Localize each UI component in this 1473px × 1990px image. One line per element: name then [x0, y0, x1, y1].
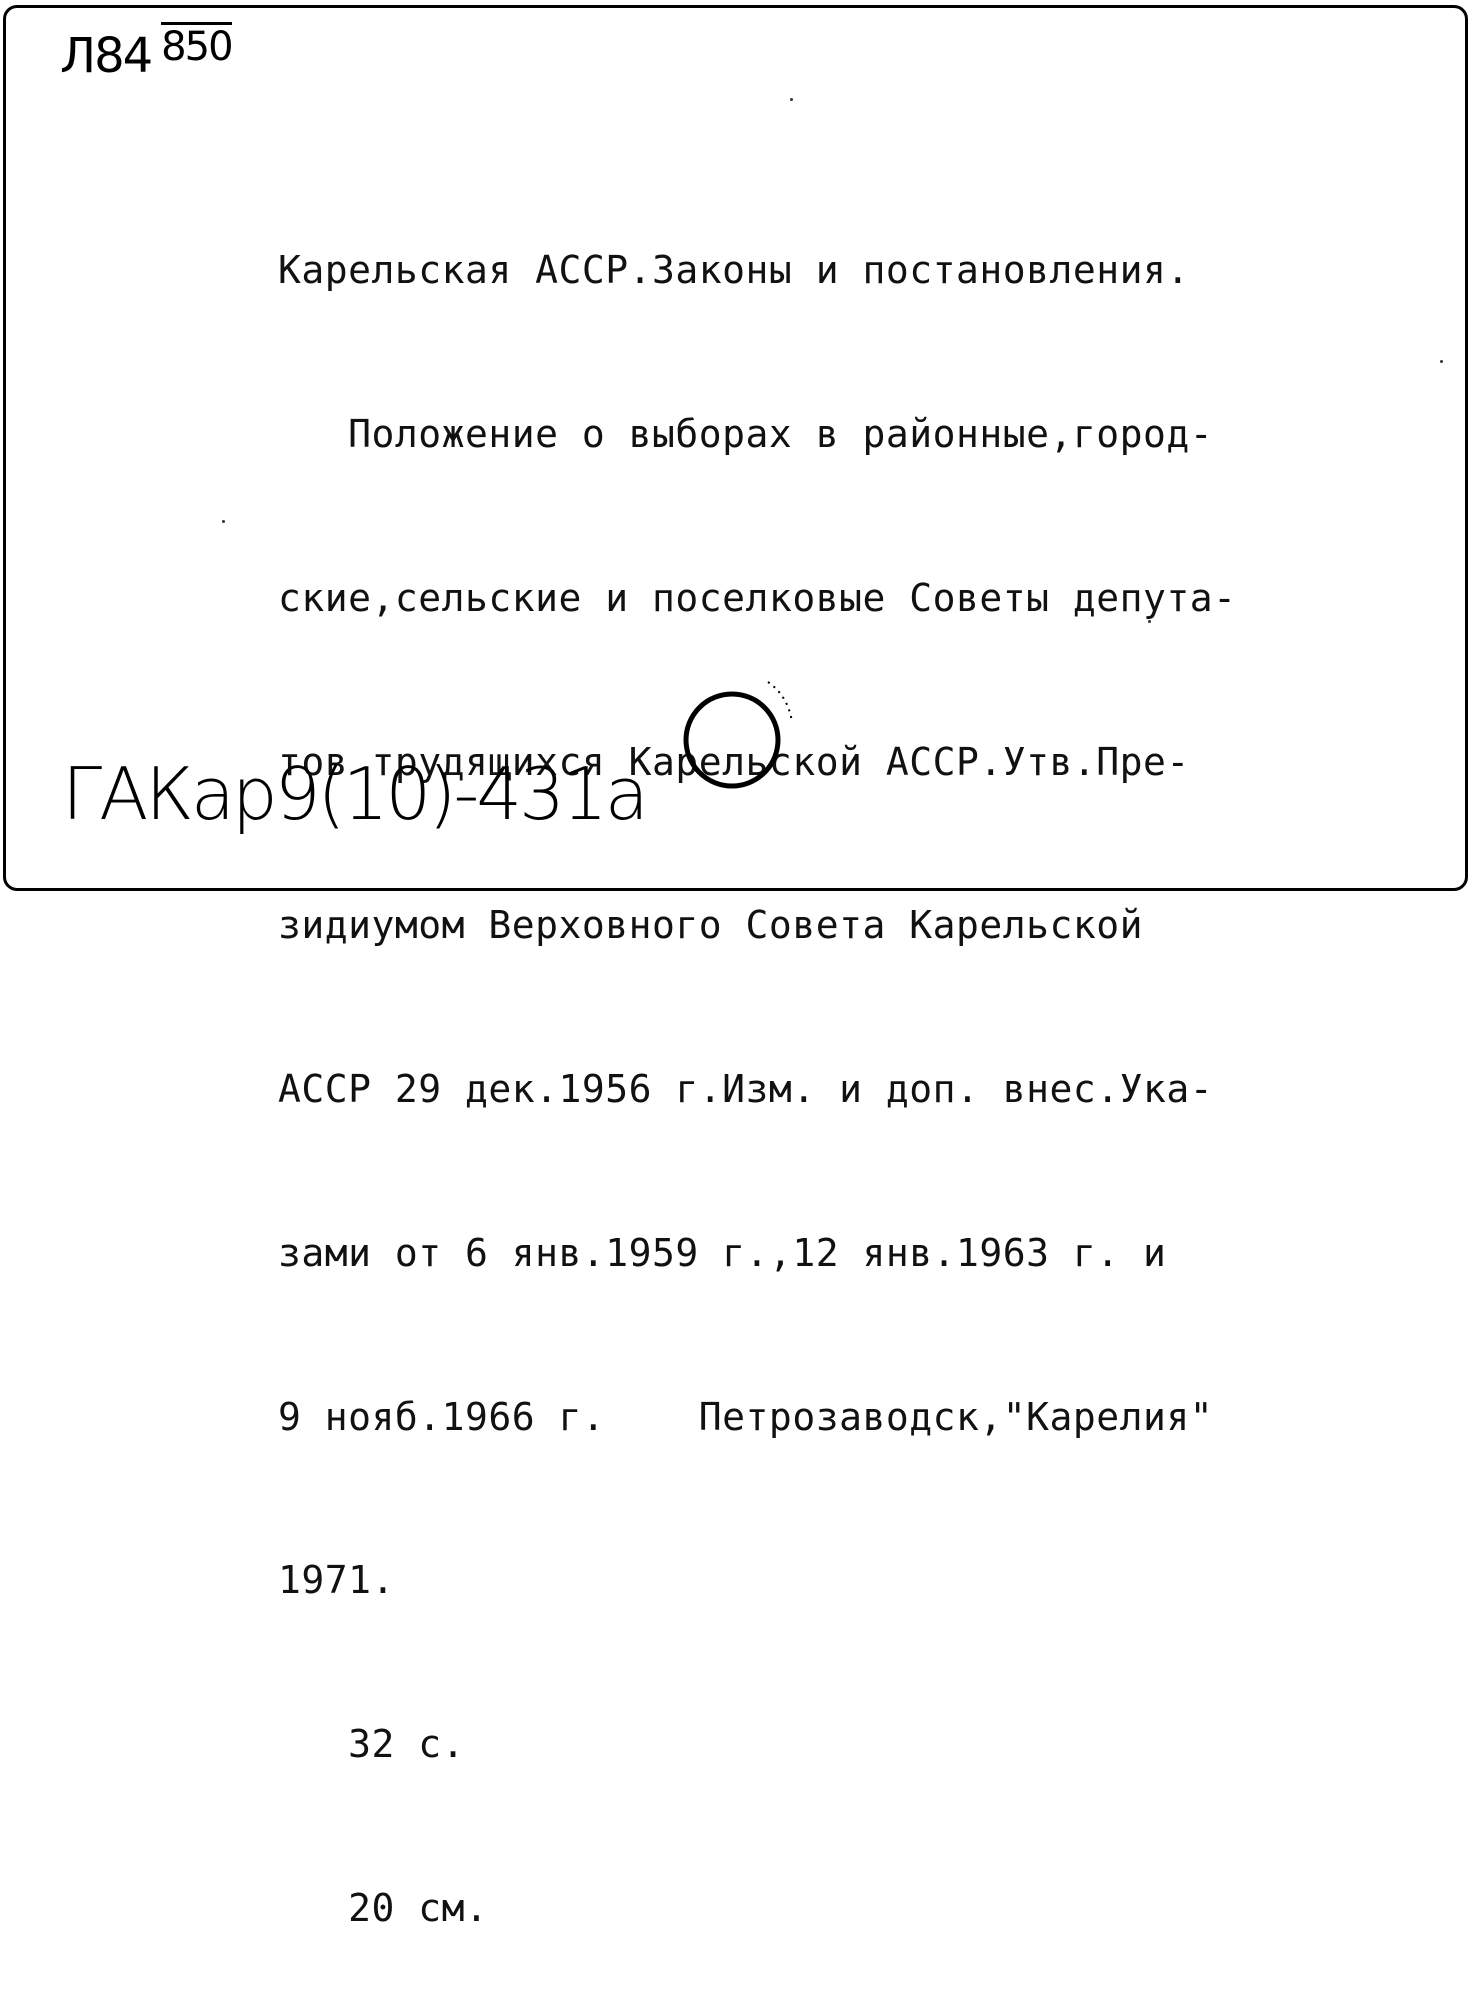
shelf-mark	[60, 24, 232, 84]
record-line: зидиумом Верховного Совета Карельской	[278, 903, 1143, 948]
record-line: Положение о выборах в районные,город-	[278, 411, 1214, 456]
shelf-mark-prefix: Л84	[60, 28, 152, 84]
speck	[790, 98, 793, 101]
bibliographic-record	[278, 134, 1237, 1990]
record-line: 20 см.	[278, 1886, 489, 1930]
record-line: зами от 6 янв.1959 г.,12 янв.1963 г. и	[278, 1230, 1167, 1275]
record-line: Карельская АССР.Законы и постановления.	[278, 248, 1190, 293]
speck	[1148, 620, 1151, 623]
record-line: 1971.	[278, 1558, 395, 1603]
shelf-mark-fraction	[147, 24, 232, 70]
record-line: тов трудящихся Карельской АССР.Утв.Пре-	[278, 739, 1190, 784]
shelf-mark-denominator: 850	[161, 24, 232, 70]
circle-stamp-icon	[680, 668, 810, 798]
record-line: АССР 29 дек.1956 г.Изм. и доп. внес.Ука-	[278, 1067, 1214, 1112]
speck	[222, 520, 225, 523]
record-line: 32 с.	[278, 1722, 466, 1767]
speck	[1440, 360, 1443, 363]
record-line: 9 нояб.1966 г. Петрозаводск,"Карелия"	[278, 1394, 1214, 1439]
classification-mark: ГАКар9(10)-431а	[62, 752, 646, 836]
record-line: ские,сельские и поселковые Советы депута-	[278, 575, 1237, 620]
